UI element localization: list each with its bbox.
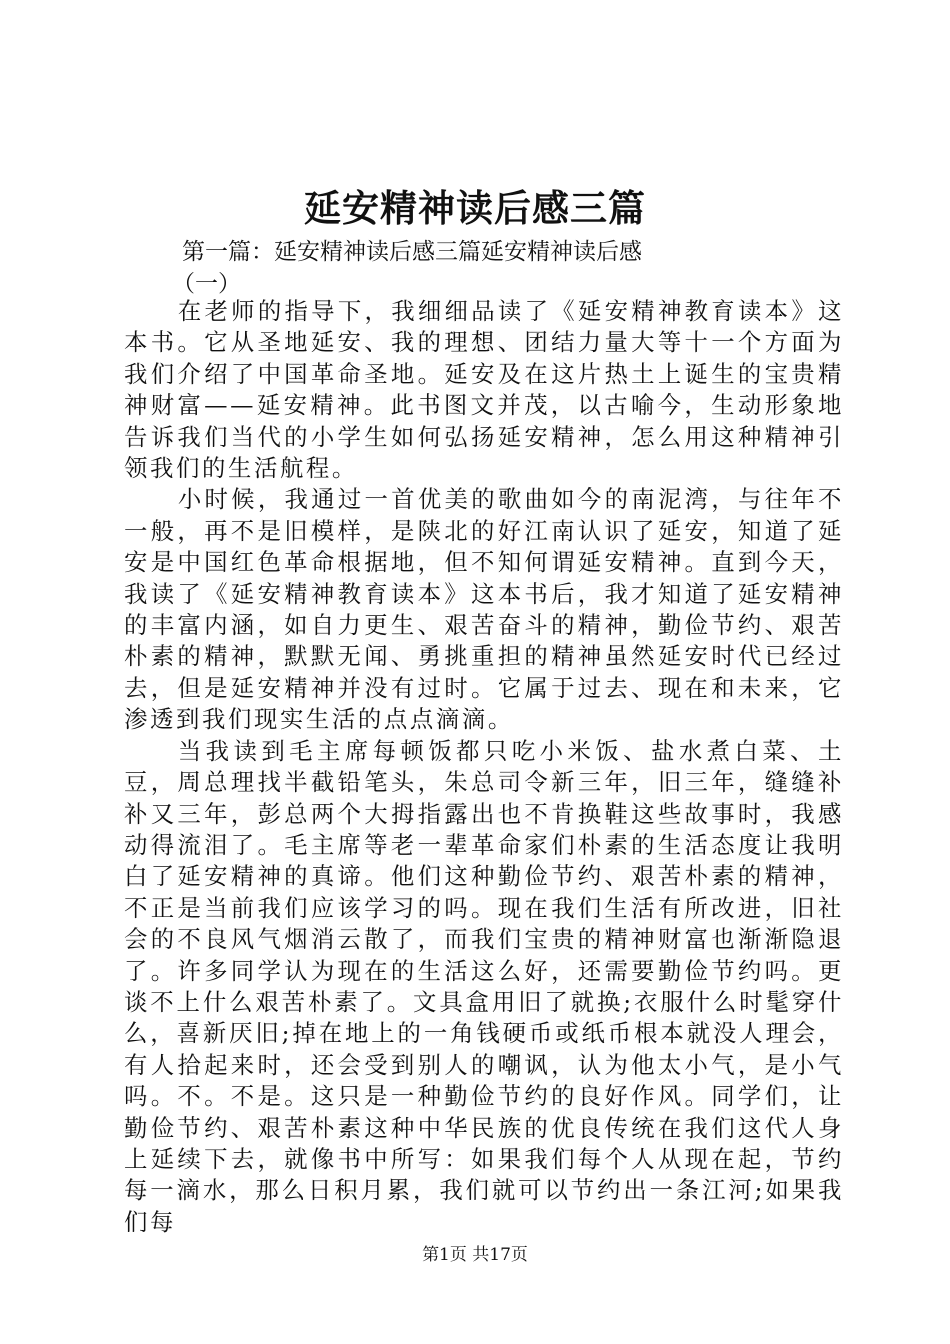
- document-body: [124, 296, 844, 1238]
- paragraph-1: 在老师的指导下，我细细品读了《延安精神教育读本》这本书。它从圣地延安、我的理想、团结力量大等十一个方面为我们介绍了中国革命圣地。延安及在这片热土上诞生的宝贵精神财富——延安精神。此书图文并茂，以古喻今，生动形象地告诉我们当代的小学生如何弘扬延安精神，怎么用这种精神引领我们的生活航程。: [124, 297, 844, 483]
- section-heading: 第一篇：延安精神读后感三篇延安精神读后感: [182, 239, 642, 265]
- section-subheading: （一）: [172, 271, 241, 297]
- document-title: 延安精神读后感三篇: [304, 186, 646, 230]
- page-footer: 第1页 共17页: [422, 1245, 528, 1265]
- paragraph-2: 小时候，我通过一首优美的歌曲如今的南泥湾，与往年不一般，再不是旧模样，是陕北的好江南认识了延安，知道了延安是中国红色革命根据地，但不知何谓延安精神。直到今天，我读了《延安精神教育读本》这本书后，我才知道了延安精神的丰富内涵，如自力更生、艰苦奋斗的精神，勤俭节约、艰苦朴素的精神，默默无闻、勇挑重担的精神虽然延安时代已经过去，但是延安精神并没有过时。它属于过去、现在和未来，它渗透到我们现实生活的点点滴滴。: [124, 485, 844, 734]
- paragraph-3: 当我读到毛主席每顿饭都只吃小米饭、盐水煮白菜、土豆，周总理找半截铅笔头，朱总司令新三年，旧三年，缝缝补补又三年，彭总两个大拇指露出也不肯换鞋这些故事时，我感动得流泪了。毛主席等老一辈革命家们朴素的生活态度让我明白了延安精神的真谛。他们这种勤俭节约、艰苦朴素的精神，不正是当前我们应该学习的吗。现在我们生活有所改进，旧社会的不良风气烟消云散了，而我们宝贵的精神财富也渐渐隐退了。许多同学认为现在的生活这么好，还需要勤俭节约吗。更谈不上什么艰苦朴素了。文具盒用旧了就换;衣服什么时髦穿什么，喜新厌旧;掉在地上的一角钱硬币或纸币根本就没人理会，有人拾起来时，还会受到别人的嘲讽，认为他太小气，是小气吗。不。不是。这只是一种勤俭节约的良好作风。同学们，让勤俭节约、艰苦朴素这种中华民族的优良传统在我们这代人身上延续下去，就像书中所写：如果我们每个人从现在起，节约每一滴水，那么日积月累，我们就可以节约出一条江河;如果我们每: [124, 736, 844, 1236]
